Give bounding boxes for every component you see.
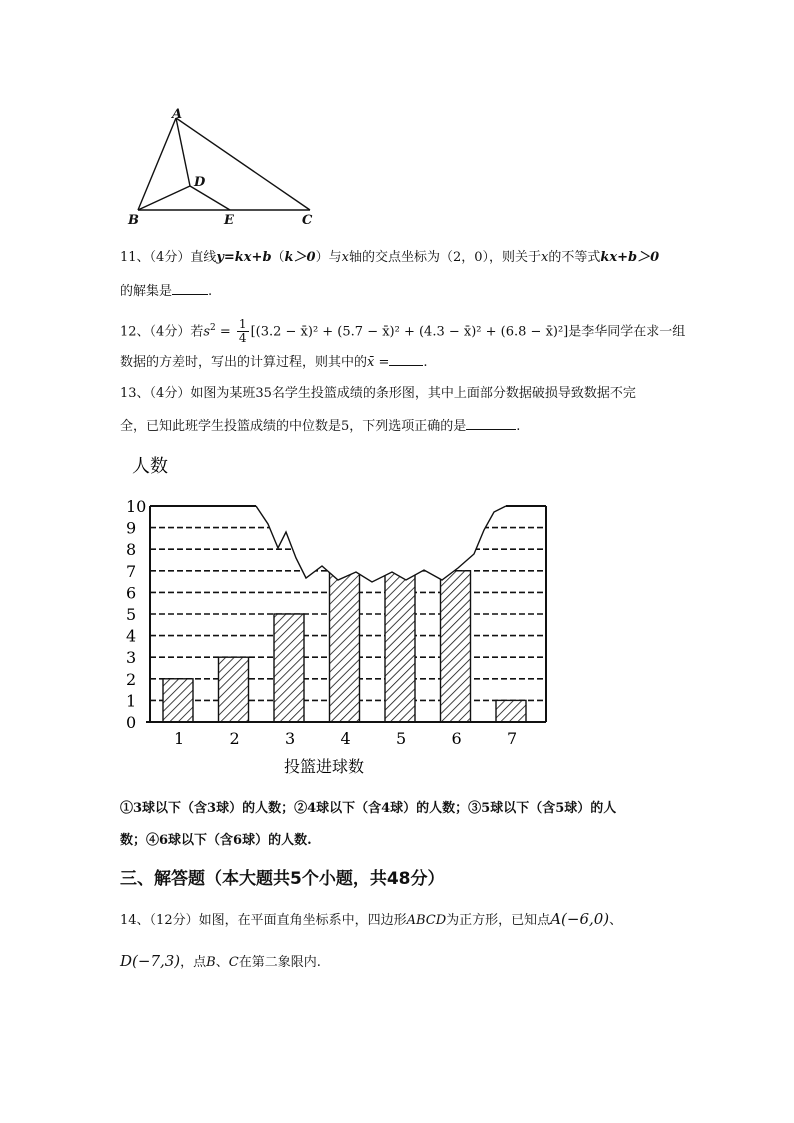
x-tick-label: 3 [285,729,296,748]
y-tick-label: 5 [126,605,137,624]
q11-line-eq: y=kx+b [216,250,272,265]
q11-text: 轴的交点坐标为（2，0），则关于 [348,250,542,265]
q13-text: 全，已知此班学生投篮成绩的中位数是5，下列选项正确的是 [120,419,467,434]
y-axis-label: 人数 [132,456,168,477]
q12-text: = [374,355,390,370]
x-tick-label: 6 [451,729,462,748]
q14-shape: ABCD [406,913,447,928]
bar [385,571,415,722]
q14-text: 在第二象限内. [238,955,321,970]
x-tick-label: 5 [396,729,407,748]
q11-cond: k＞0 [284,250,316,265]
question-14 [120,908,622,932]
q12-text: 数据的方差时，写出的计算过程，则其中的 [120,355,368,370]
y-tick-label: 1 [126,691,137,711]
fraction [237,318,249,345]
segment-ab [138,118,176,210]
variance-expression: [(3.2 − x̄)² + (5.7 − x̄)² + (4.3 − x̄)² + (6.8 − x̄)²] [250,324,569,340]
question-11 [120,248,659,268]
question-11-line2 [120,281,212,302]
q12-sup: 2 [210,323,216,333]
q11-var: x [541,250,549,265]
label-d: D [194,175,206,190]
question-12 [120,312,685,348]
label-e: E [224,213,234,228]
q14-text: 为正方形，已知点 [446,913,551,928]
q11-end: . [208,284,213,299]
x-axis-label: 投篮进球数 [284,757,365,776]
q11-text: 直线 [190,250,217,265]
q14-point-b: B [206,955,216,970]
fraction-numerator: 1 [238,317,247,332]
y-tick-label: 3 [126,648,137,668]
y-tick-label: 6 [126,583,137,603]
question-13 [120,384,636,404]
label-a: A [172,108,183,122]
y-tick-label: 4 [126,626,137,646]
q11-text: ）与 [315,250,342,265]
q13-options-line1 [120,799,616,819]
q14-point-d: D(−7,3) [120,952,181,970]
q11-text: 的解集是 [120,284,173,299]
q14-text: 、 [215,955,229,970]
q11-number: 11、（4分） [120,250,191,265]
bar [441,571,471,722]
x-tick-label: 1 [174,729,185,748]
y-tick-label: 7 [126,561,137,581]
question-14-line2 [120,950,321,974]
bar [330,571,360,722]
label-b: B [128,213,139,228]
y-tick-label: 9 [126,518,137,538]
q12-s: s [203,324,211,340]
fraction-denominator: 4 [238,331,247,346]
q14-point-c: C [228,955,239,970]
label-c: C [302,213,313,228]
y-tick-label: 0 [126,713,137,732]
bar [163,679,193,722]
section-heading [120,864,445,889]
answer-blank[interactable] [466,416,516,430]
q12-text: 若 [190,324,204,340]
answer-blank[interactable] [389,352,423,366]
bar [219,657,249,722]
q12-eq: = [215,324,235,340]
y-tick-label: 10 [126,497,147,516]
q12-end: . [423,355,428,370]
question-13-line2 [120,416,520,437]
q13-options-line2 [120,831,312,851]
bar-chart [110,450,560,785]
segment-ac [176,118,310,210]
x-tick-label: 2 [229,729,240,748]
q11-inequality: kx+b＞0 [600,250,660,265]
q13-end: . [516,419,521,434]
q11-text: 的不等式 [548,250,601,265]
q11-text: （ [271,250,285,265]
answer-blank[interactable] [172,281,208,295]
q14-text: 如图，在平面直角坐标系中，四边形 [198,913,407,928]
section-title: 三、解答题（本大题共5个小题，共48分） [120,869,445,889]
question-12-line2 [120,352,428,373]
q14-point-a: A(−6,0) [550,910,610,928]
options-text: ①3球以下（含3球）的人数；②4球以下（含4球）的人数；③5球以下（含5球）的人 [120,801,617,816]
q12-xbar: x̄ [367,355,375,370]
bar [496,700,526,722]
q13-text: 如图为某班35名学生投篮成绩的条形图，其中上面部分数据破损导致数据不完 [190,386,636,401]
q12-number: 12、（4分） [120,324,191,340]
triangle-figure [120,108,330,228]
y-tick-label: 8 [126,540,137,560]
x-tick-label: 4 [340,729,351,748]
q14-text: 、 [609,913,623,928]
x-tick-label: 7 [507,729,518,748]
q12-text: 是李华同学在求一组 [568,324,686,340]
options-text: 数；④6球以下（含6球）的人数. [120,833,312,848]
q14-text: ，点 [180,955,207,970]
q11-var: x [341,250,349,265]
segment-ad [176,118,190,186]
bar [274,614,304,722]
y-tick-label: 2 [126,669,137,689]
q13-number: 13、（4分） [120,386,191,401]
q14-number: 14、（12分） [120,913,199,928]
